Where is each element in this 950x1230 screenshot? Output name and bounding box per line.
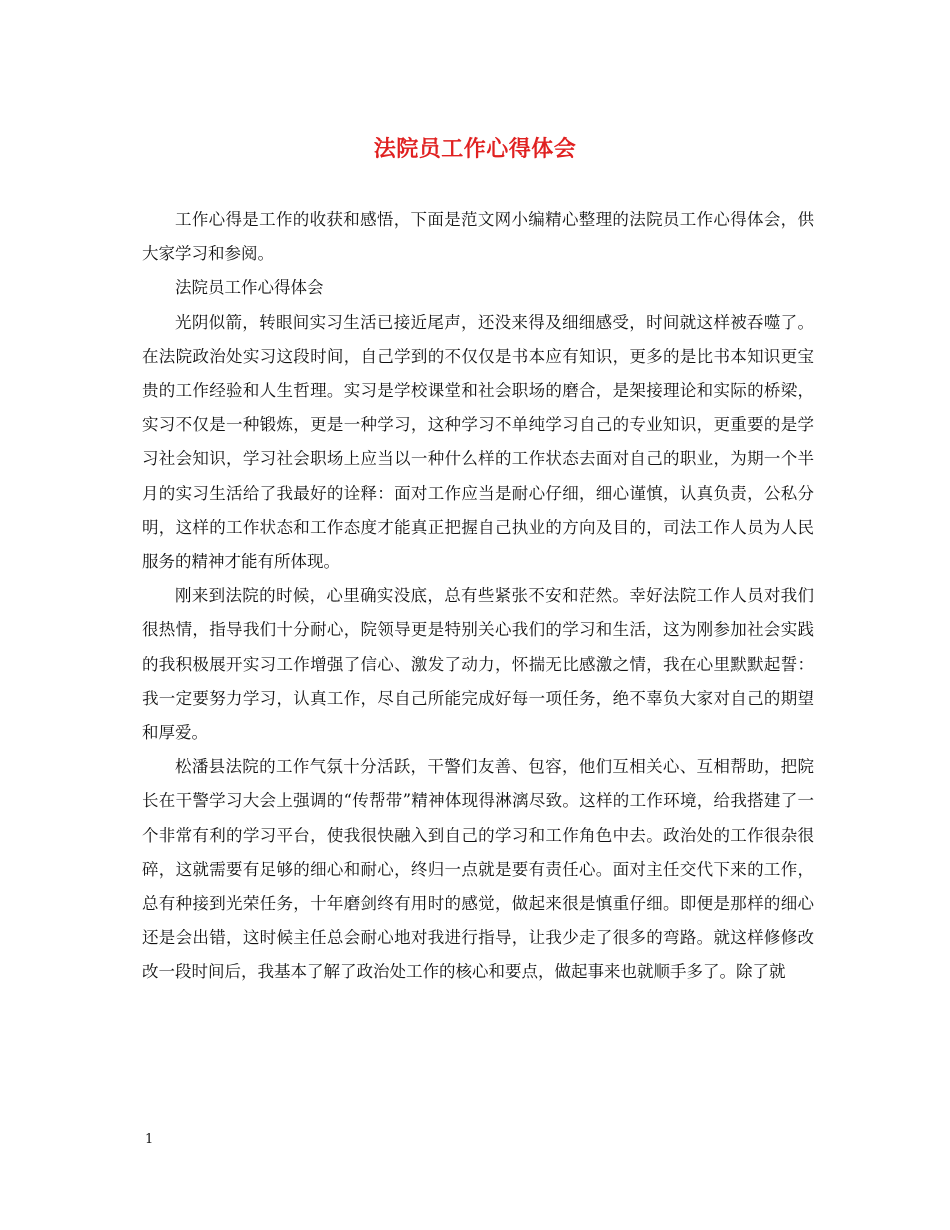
document-title: 法院员工作心得体会 <box>373 136 577 162</box>
body-paragraph-2: 刚来到法院的时候，心里确实没底，总有些紧张不安和茫然。幸好法院工作人员对我们很热情，指导我们十分耐心，院领导更是特别关心我们的学习和生活，这为刚参加社会实践的我积极展开实习工作增强了信心、激发了动力，怀揣无比感激之情，我在心里默默起誓：我一定要努力学习，认真工作，尽自己所能完成好每一项任务，绝不辜负大家对自己的期望和厚爱。 <box>142 586 814 743</box>
intro-paragraph: 工作心得是工作的收获和感悟，下面是范文网小编精心整理的法院员工作心得体会，供大家学习和参阅。 <box>142 210 814 264</box>
body-paragraph-3: 松潘县法院的工作气氛十分活跃，干警们友善、包容，他们互相关心、互相帮助，把院长在干警学习大会上强调的“传帮带”精神体现得淋漓尽致。这样的工作环境，给我搭建了一个非常有利的学习平台，使我很快融入到自己的学习和工作角色中去。政治处的工作很杂很碎，这就需要有足够的细心和耐心，终归一点就是要有责任心。面对主任交代下来的工作，总有种接到光荣任务，十年磨剑终有用时的感觉，做起来很是慎重仔细。即便是那样的细心还是会出错，这时候主任总会耐心地对我进行指导，让我少走了很多的弯路。就这样修修改改一段时间后，我基本了解了政治处工作的核心和要点，做起事来也就顺手多了。除了就 <box>142 757 814 982</box>
document-body <box>142 203 814 990</box>
page-number: 1 <box>145 1132 154 1147</box>
body-paragraph-1: 光阴似箭，转眼间实习生活已接近尾声，还没来得及细细感受，时间就这样被吞噬了。在法院政治处实习这段时间，自己学到的不仅仅是书本应有知识，更多的是比书本知识更宝贵的工作经验和人生哲理。实习是学校课堂和社会职场的磨合，是架接理论和实际的桥梁，实习不仅是一种锻炼，更是一种学习，这种学习不单纯学习自己的专业知识，更重要的是学习社会知识，学习社会职场上应当以一种什么样的工作状态去面对自己的职业，为期一个半月的实习生活给了我最好的诠释：面对工作应当是耐心仔细，细心谨慎，认真负责，公私分明，这样的工作状态和工作态度才能真正把握自己执业的方向及目的，司法工作人员为人民服务的精神才能有所体现。 <box>142 312 814 572</box>
section-heading: 法院员工作心得体会 <box>175 278 324 298</box>
